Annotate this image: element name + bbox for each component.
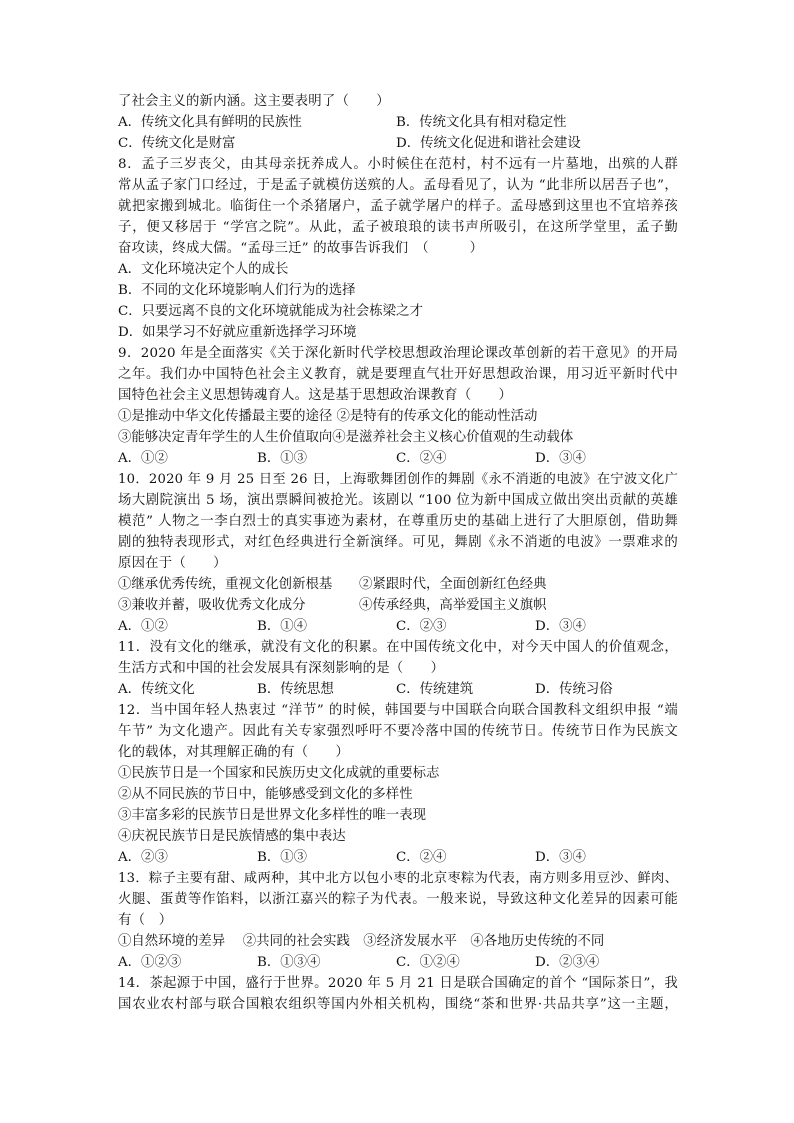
q7-option-d: D．传统文化促进和谐社会建设 bbox=[396, 136, 581, 151]
q10-statements-2: ③兼收并蓄，吸收优秀文化成分 ④传承经典，高举爱国主义旗帜 bbox=[118, 598, 547, 613]
q12-option-d: D．③④ bbox=[535, 850, 586, 865]
q12-text-line: 12．当中国年轻人热衷过 “洋节” 的时候，韩国要与中国联合向联合国教科文组织申报 “端 bbox=[118, 703, 678, 718]
q8-text-line: 就把家搬到城北。临街住一个杀猪屠户，孟子就学屠户的样子。孟母感到这里也不宜培养孩 bbox=[118, 199, 678, 214]
q12-text-line: 午节” 为文化遗产。因此有关专家强烈呼吁不要冷落中国的传统节日。传统节日作为民族文 bbox=[118, 724, 678, 739]
q10-text-line: 原因在于（ ） bbox=[118, 556, 227, 571]
q9-text-line: 之年。我们办中国特色社会主义教育，就是要理直气壮开好思想政治课，用习近平新时代中 bbox=[118, 367, 678, 382]
q9-text-line: 国特色社会主义思想铸魂育人。这是基于思想政治课教育（ ） bbox=[118, 388, 513, 403]
q11-option-b: B．传统思想 bbox=[257, 682, 334, 697]
q10-statements-1: ①继承优秀传统，重视文化创新根基 ②紧跟时代，全面创新红色经典 bbox=[118, 577, 547, 592]
q11-option-a: A．传统文化 bbox=[118, 682, 195, 697]
q8-text-line: 子，便又移居于 “学宫之院”。从此，孟子被琅琅的读书声所吸引，在这所学堂里，孟子勤 bbox=[118, 220, 678, 235]
q13-option-a: A．①②③ bbox=[118, 955, 182, 970]
q7-text: 了社会主义的新内涵。这主要表明了（ ） bbox=[118, 94, 390, 109]
q13-statements: ①自然环境的差异 ②共同的社会实践 ③经济发展水平 ④各地历史传统的不同 bbox=[118, 934, 605, 949]
q8-text-line: 奋攻读，终成大儒。“孟母三迁” 的故事告诉我们 （ ） bbox=[118, 241, 484, 256]
q10-option-a: A．①② bbox=[118, 619, 168, 634]
q12-option-a: A．②③ bbox=[118, 850, 168, 865]
q7-option-a: A．传统文化具有鲜明的民族性 bbox=[118, 115, 302, 130]
q8-text-line: 8．孟子三岁丧父，由其母亲抚养成人。小时候住在范村，村不远有一片墓地，出殡的人群 bbox=[118, 157, 678, 172]
q8-option-a: A．文化环境决定个人的成长 bbox=[118, 262, 289, 277]
q12-text-line: 化的载体，对其理解正确的有（ ） bbox=[118, 745, 350, 760]
q9-option-d: D．③④ bbox=[535, 451, 586, 466]
q13-text-line: 13．粽子主要有甜、咸两种，其中北方以包小枣的北京枣粽为代表，南方则多用豆沙、鲜肉、 bbox=[118, 871, 678, 886]
q8-option-d: D．如果学习不好就应重新选择学习环境 bbox=[118, 325, 357, 340]
q12-option-c: C．②④ bbox=[396, 850, 447, 865]
q8-option-b: B．不同的文化环境影响人们行为的选择 bbox=[118, 283, 356, 298]
q13-text-line: 火腿、蛋黄等作馅料，以浙江嘉兴的粽子为代表。一般来说，导致这种文化差异的因素可能 bbox=[118, 892, 678, 907]
q10-text-line: 10．2020 年 9 月 25 日至 26 日，上海歌舞团创作的舞剧《永不消逝的电波》在宁波文化广 bbox=[118, 472, 678, 487]
q10-option-d: D．③④ bbox=[535, 619, 586, 634]
q9-option-a: A．①② bbox=[118, 451, 168, 466]
q10-text-line: 场大剧院演出 5 场，演出票瞬间被抢光。该剧以 “100 位为新中国成立做出突出贡献的英雄 bbox=[118, 493, 678, 508]
q10-option-b: B．①④ bbox=[257, 619, 308, 634]
q9-option-c: C．②④ bbox=[396, 451, 447, 466]
q14-text-line: 14．茶起源于中国，盛行于世界。2020 年 5 月 21 日是联合国确定的首个 “国际茶日”，我 bbox=[118, 976, 678, 991]
q12-option-b: B．①③ bbox=[257, 850, 308, 865]
q7-option-c: C．传统文化是财富 bbox=[118, 136, 236, 151]
q13-text-line: 有（ ） bbox=[118, 913, 173, 928]
q12-statement-4: ④庆祝民族节日是民族情感的集中表达 bbox=[118, 829, 346, 844]
q10-text-line: 剧的独特表现形式，对红色经典进行全新演绎。可见，舞剧《永不消逝的电波》一票难求的 bbox=[118, 535, 678, 550]
q9-text-line: 9．2020 年是全面落实《关于深化新时代学校思想政治理论课改革创新的若干意见》的开局 bbox=[118, 346, 678, 361]
q12-statement-3: ③丰富多彩的民族节日是世界文化多样性的唯一表现 bbox=[118, 808, 426, 823]
q12-statement-2: ②从不同民族的节日中，能够感受到文化的多样性 bbox=[118, 787, 413, 802]
q12-statement-1: ①民族节日是一个国家和民族历史文化成就的重要标志 bbox=[118, 766, 440, 781]
q10-option-c: C．②③ bbox=[396, 619, 447, 634]
q8-option-c: C．只要远离不良的文化环境就能成为社会栋梁之才 bbox=[118, 304, 423, 319]
q11-option-c: C．传统建筑 bbox=[396, 682, 474, 697]
q11-text-line: 生活方式和中国的社会发展具有深刻影响的是（ ） bbox=[118, 661, 445, 676]
q11-option-d: D．传统习俗 bbox=[535, 682, 613, 697]
q13-option-b: B．①③④ bbox=[257, 955, 321, 970]
q8-text-line: 常从孟子家门口经过，于是孟子就模仿送殡的人。孟母看见了，认为 “此非所以居吾子也”， bbox=[118, 178, 678, 193]
q13-option-d: D．②③④ bbox=[535, 955, 600, 970]
q13-option-c: C．①②④ bbox=[396, 955, 460, 970]
q9-statements-1: ①是推动中华文化传播最主要的途径 ②是特有的传承文化的能动性活动 bbox=[118, 409, 538, 424]
q14-text-line: 国农业农村部与联合国粮农组织等国内外相关机构，围绕“茶和世界·共品共享”这一主题， bbox=[118, 997, 678, 1012]
q7-option-b: B．传统文化具有相对稳定性 bbox=[396, 115, 567, 130]
q9-statements-2: ③能够决定青年学生的人生价值取向④是滋养社会主义核心价值观的生动载体 bbox=[118, 430, 574, 445]
q11-text-line: 11．没有文化的继承，就没有文化的积累。在中国传统文化中，对今天中国人的价值观念， bbox=[118, 640, 678, 655]
q10-text-line: 模范” 人物之一李白烈士的真实事迹为素材，在尊重历史的基础上进行了大胆原创，借助舞 bbox=[118, 514, 678, 529]
q9-option-b: B．①③ bbox=[257, 451, 308, 466]
